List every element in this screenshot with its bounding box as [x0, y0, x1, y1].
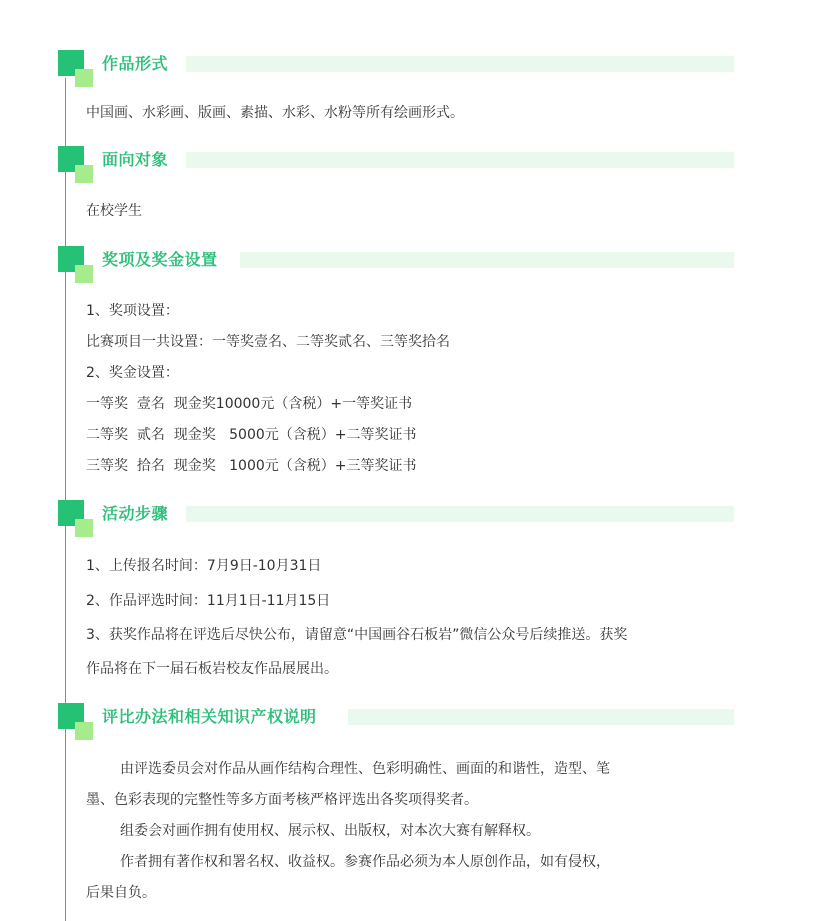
- steps-line: 3、获奖作品将在评选后尽快公布，请留意“中国画谷石板岩”微信公众号后续推送。获奖: [86, 627, 628, 643]
- section-header-rules: [58, 703, 738, 743]
- awards-line: 2、奖金设置：: [86, 365, 179, 381]
- rules-line: 墨、色彩表现的完整性等多方面考核严格评选出各奖项得奖者。: [86, 792, 478, 808]
- awards-line: 1、奖项设置：: [86, 303, 179, 319]
- rules-line: 由评选委员会对作品从画作结构合理性、色彩明确性、画面的和谐性，造型、笔: [120, 761, 610, 777]
- section-title: 面向对象: [102, 150, 169, 169]
- audience-text: 在校学生: [86, 203, 142, 219]
- rules-line: 后果自负。: [86, 885, 156, 901]
- awards-line: 三等奖 拾名 现金奖 1000元（含税）+三等奖证书: [86, 458, 417, 474]
- section-header-steps: [58, 500, 738, 540]
- section-marker-light: [75, 519, 93, 537]
- section-marker-light: [75, 69, 93, 87]
- section-marker-light: [75, 722, 93, 740]
- section-title: 评比办法和相关知识产权说明: [102, 707, 317, 726]
- rules-line: 组委会对画作拥有使用权、展示权、出版权，对本次大赛有解释权。: [120, 823, 540, 839]
- section-title-bar: [240, 252, 734, 268]
- rules-line: 作者拥有著作权和署名权、收益权。参赛作品必须为本人原创作品，如有侵权，: [120, 854, 610, 870]
- section-header-audience: [58, 146, 738, 186]
- steps-line: 2、作品评选时间：11月1日-11月15日: [86, 593, 331, 609]
- section-title-bar: [186, 506, 734, 522]
- section-title-bar: [186, 152, 734, 168]
- section-title: 活动步骤: [102, 504, 169, 523]
- awards-line: 比赛项目一共设置：一等奖壹名、二等奖贰名、三等奖拾名: [86, 334, 450, 350]
- section-title-bar: [186, 56, 734, 72]
- format-text: 中国画、水彩画、版画、素描、水彩、水粉等所有绘画形式。: [86, 105, 464, 121]
- section-title: 奖项及奖金设置: [102, 250, 218, 269]
- section-title-bar: [348, 709, 734, 725]
- steps-line: 1、上传报名时间：7月9日-10月31日: [86, 558, 322, 574]
- section-marker-light: [75, 265, 93, 283]
- section-marker-light: [75, 165, 93, 183]
- section-title: 作品形式: [102, 54, 169, 73]
- section-header-format: [58, 50, 738, 90]
- awards-line: 二等奖 贰名 现金奖 5000元（含税）+二等奖证书: [86, 427, 417, 443]
- steps-line: 作品将在下一届石板岩校友作品展展出。: [86, 661, 338, 677]
- section-header-awards: [58, 246, 738, 286]
- awards-line: 一等奖 壹名 现金奖10000元（含税）+一等奖证书: [86, 396, 413, 412]
